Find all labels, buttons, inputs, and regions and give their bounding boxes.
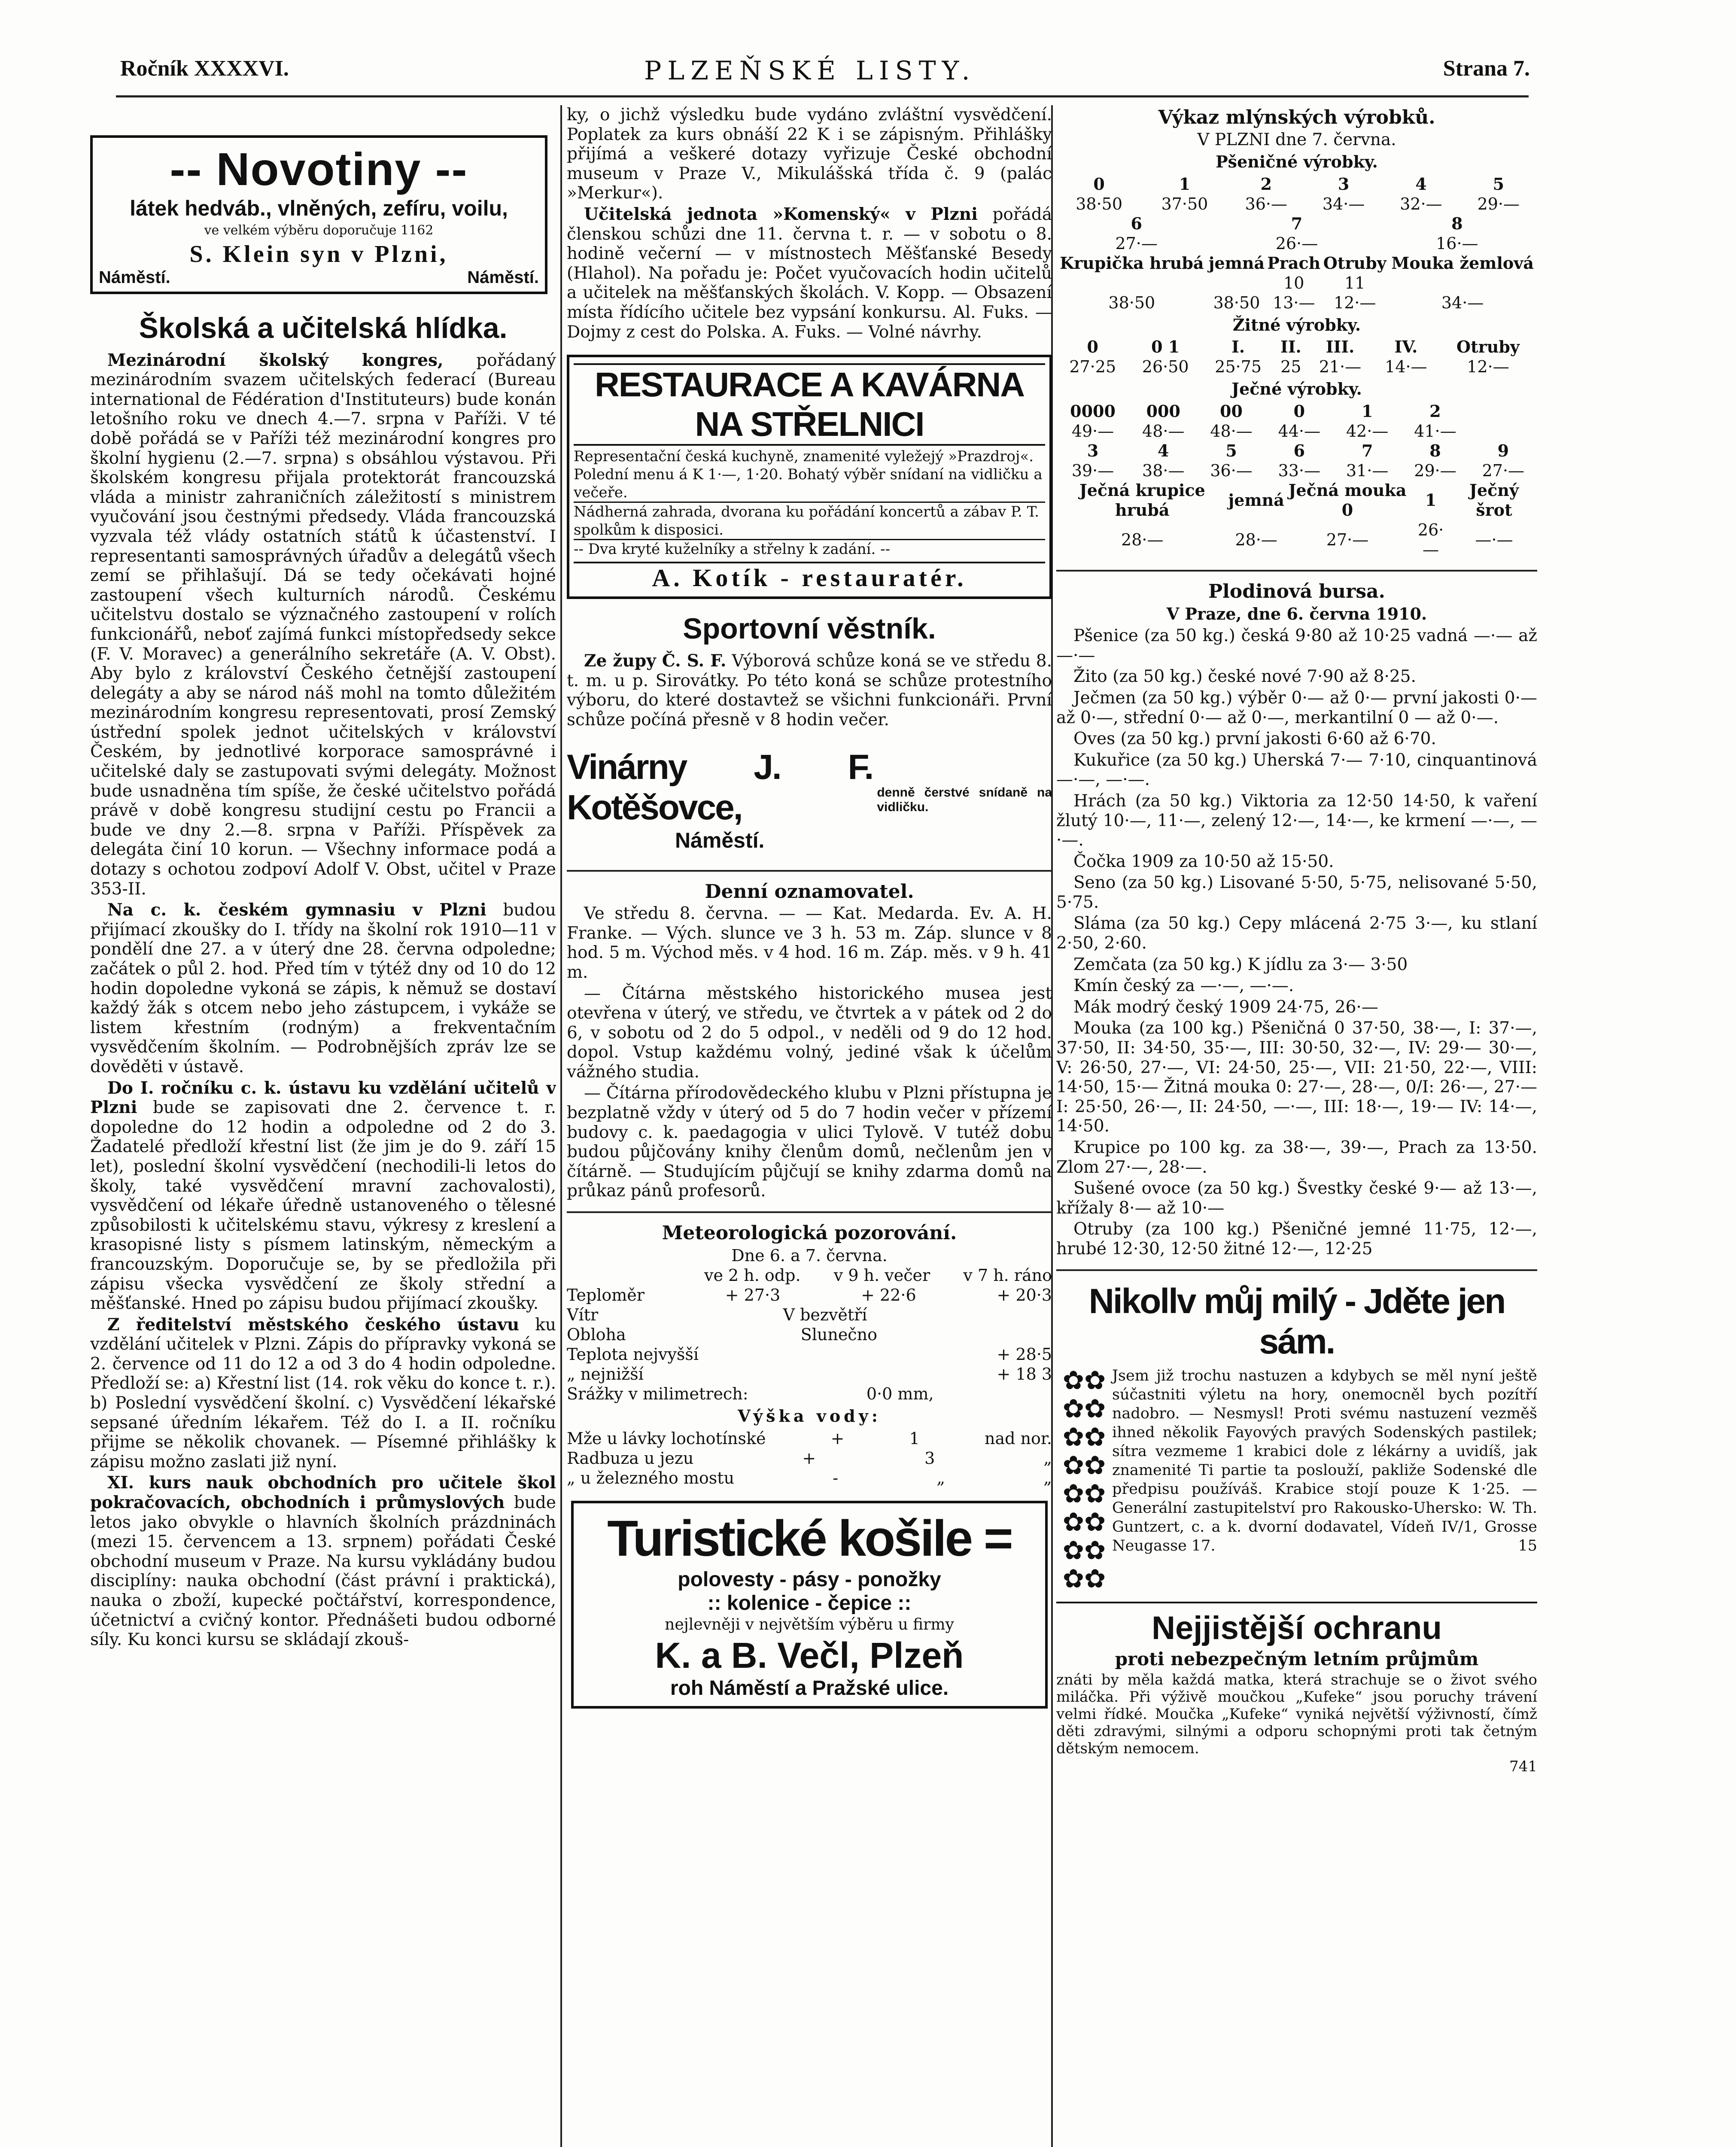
shirts-ad [571,1501,1048,1709]
exchange-item: Kmín český za —·—, —·—. [1073,976,1294,996]
table-cell: 5 [1225,441,1237,460]
table-row [1056,214,1537,234]
table-cell: II. [1280,337,1301,357]
table-cell: Otruby [1323,253,1386,273]
rye-table [1056,337,1537,377]
restaurant-line2: Nádherná zahrada, dvorana ku pořádání koncertů a zábav P. T. spolkům k disposici. [574,502,1045,539]
table-cell: 28·— [1235,530,1277,549]
table-cell: 31·— [1346,461,1389,480]
table-cell: 0 [1093,174,1105,194]
mill-report-title: Výkaz mlýnských výrobků. [1158,106,1435,128]
table-row [1056,441,1537,461]
exchange-item: Žito (za 50 kg.) české nové 7·90 až 8·25. [1073,667,1416,687]
table-cell: 41·— [1414,421,1456,441]
table-cell: Mouka žemlová [1391,253,1534,273]
weather-row: Obloha Slunečno [567,1325,877,1344]
table-cell: 5 [1493,174,1505,194]
separator [1056,1269,1537,1271]
rye-title: Žitné výrobky. [1232,315,1361,335]
table-cell: 12·— [1467,357,1509,377]
table-cell: 42·— [1346,421,1389,441]
novotiny-num: 1162 [401,223,434,238]
table-cell: 2 [1260,174,1272,194]
table-cell: 6 [1131,213,1142,233]
exchange-item: Sušené ovoce (za 50 kg.) Švestky české 9·— až 13·—, křížaly 8·— až 10·— [1056,1179,1537,1218]
table-cell: 38·50 [1108,293,1155,312]
column-divider-1 [560,105,562,2147]
table-cell: 16·— [1436,234,1478,253]
pastilles-ad-title: Nikollv můj milý - Jděte jen sám. [1088,1281,1505,1361]
restaurant-line1: Representační česká kuchyně, znamenité vyležejý »Prazdroj«. Polední menu á K 1·—, 1·20. Bohatý výběr snídaní na vidličku a večeře. [574,448,1043,502]
article-sport: Ze župy Č. S. F. Výborová schůze koná se ve středu 8. t. m. u p. Sirovátky. Po této koná se schůze protestního výboru, do které dostavtež se všichni funkcionáři. První schůze počíná přesně v 8 hodin večer. [567,651,1052,730]
exchange-item: Oves (za 50 kg.) první jakosti 6·60 až 6·70. [1073,729,1436,749]
table-row [1056,401,1537,421]
mill-report-date: V PLZNI dne 7. června. [1197,130,1396,149]
table-cell: 14·— [1385,357,1427,377]
table-cell: 3 [1338,174,1350,194]
weather-row: Vítr V bezvětří [567,1305,867,1324]
water-row: Radbuza u jezu + 3 „ [567,1449,1052,1468]
shirts-title: Turistické košile = [607,1510,1012,1567]
column-1 [90,105,556,2147]
table-cell: jemná [1228,490,1284,510]
table-cell: Otruby [1456,337,1520,357]
weather-row: Teploměr + 27·3 + 22·6 + 20·3 [567,1286,1052,1305]
water-row: „ u železného mostu - „ „ [567,1469,1052,1487]
table-cell: 26·— [1417,520,1444,559]
kufeke-sub: proti nebezpečným letním průjmům [1115,1648,1479,1670]
sport-title: Sportovní věstník. [683,612,936,645]
table-cell: 8 [1451,213,1463,233]
separator [567,870,1052,872]
table-cell: 0000 [1070,401,1116,421]
weather-title: Meteorologická pozorování. [662,1222,957,1244]
table-row [1056,194,1537,214]
table-cell: III. [1326,337,1355,357]
table-cell: 36·— [1210,461,1253,480]
novotiny-line1: látek hedváb., vlněných, zefíru, voilu, [130,196,508,220]
exchange-list [1056,626,1537,1259]
exchange-item: Pšenice (za 50 kg.) česká 9·80 až 10·25 vadná —·— až —·— [1056,626,1537,665]
exchange-item: Zemčata (za 50 kg.) K jídlu za 3·— 3·50 [1073,955,1408,974]
table-row [1056,357,1537,377]
table-cell: jemná [1208,253,1265,273]
article-teacher-institute: Do I. ročníku c. k. ústavu ku vzdělání učitelů v Plzni bude se zapisovati dne 2. července t. r. dopoledne do 12 hodin a odpoledne od 2 do 3. Žadatelé předloží křestní list (že jim je do 9. září 15 let), poslední školní vysvědčení (nechodili-li letos do školy, také vysvědčení mravní zachovalosti), vysvědčení od lékaře úředně ustanoveného o tělesné způsobilosti k učitelskému stavu, výkresy z kreslení a krasopisné listy s písmem latinským, německým a francouzským. Doporučuje se, by se předložila při zápisu všecka vysvědčení ze školy střední a měšťanské. Hned po zápisu budou přijímací zkoušky. [90,1078,556,1314]
table-row [1056,520,1537,560]
table-cell: 29·— [1477,194,1520,213]
table-cell: Ječný šrot [1469,480,1519,520]
exchange-title: Plodinová bursa. [1208,580,1385,602]
novotiny-left: Náměstí. [99,268,170,287]
weather-observations: Meteorologická pozorování. Dne 6. a 7. června. ve 2 h. odp. v 9 h. večer v 7 h. ráno Teploměr + 27·3 + 22·6 + 20·3 Vítr V bezvětří Obloha Slunečno Teplota nejvyšší + 28·5 „ nejnižší + 18 3 Srážky v milimetrech: 0·0 mm, Výška vody: Mže u lávky lochotínské + 1 nad nor. Radbuza u jezu + 3 „ „ u železného mostu - „ „ [567,1222,1052,1487]
shirts-line1: polovesty - pásy - ponožky [678,1568,941,1591]
table-cell: 38·50 [1213,293,1260,312]
pastilles-ad-text: Jsem již trochu nastuzen a kdybych se měl nyní ještě súčastniti výletu na hory, onemocněl bych pozítří nadobro. — Nesmysl! Proti svému nastuzení vezměš ihned několik Fayových pravých Sodenských pastilek; sítra vezmeme 1 krabici dole z lékárny a uvidíš, jak znamenité Ti partie ta poslouží, pakliže Sodenské dle předpisu používáš. Krabice stojí pouze K 1·25. — Generální zastupitelství pro Rakousko-Uhersko: W. Th. Guntzert, c. a k. dvorní dodavatel, Vídeň IV/1, Grosse Neugasse 17. [1112,1367,1537,1554]
pastilles-ad [1056,1366,1537,1593]
exchange-item: Seno (za 50 kg.) Lisované 5·50, 5·75, nelisované 5·50, 5·75. [1056,873,1537,912]
novotiny-line2: ve velkém výběru doporučuje [204,223,397,238]
table-cell: 32·— [1400,194,1442,213]
table-cell [1388,273,1537,293]
table-cell [1207,273,1266,293]
page-header [0,56,1736,90]
table-cell: 49·— [1071,421,1114,441]
exchange-item: Krupice po 100 kg. za 38·—, 39·—, Prach za 13·50. Zlom 27·—, 28·—. [1056,1138,1537,1177]
shirts-line3: nejlevněji v největším výběru u firmy [665,1616,954,1633]
restaurant-ad [567,355,1052,599]
table-row [1056,273,1537,293]
table-cell: 000 [1146,401,1180,421]
volume-label: Ročník XXXXVI. [120,56,289,81]
wine-bar-ad [567,747,1052,853]
barley-table-2 [1056,480,1537,560]
restaurant-title: RESTAURACE A KAVÁRNA NA STŘELNICI [574,363,1045,446]
table-cell: 11 [1344,273,1365,292]
table-cell: 48·— [1142,421,1185,441]
wheat-table-2 [1056,214,1537,253]
kufeke-ad [1056,1602,1537,1777]
table-cell: 1 [1425,490,1437,510]
table-cell: 0 [1293,401,1305,421]
article-business-course: XI. kurs nauk obchodních pro učitele škol pokračovacích, obchodních i průmyslových bude letos jako obvykle o hlavních školních prázdninách (mezi 15. červencem a 13. srpnem) pořádati České obchodní museum v Praze. Na kursu vykládány budou disciplíny: nauka obchodní (část právní i praktická), nauka o zboží, kupecké počtářství, korrespondence, účetnictví a cvičný kontor. Přednášeti budou odborné síly. Ku konci kursu se skládají zkouš- [90,1473,556,1650]
article-course-continued: ky, o jichž výsledku bude vydáno zvláštní vysvědčení. Poplatek za kurs obnáší 22 K i se zápisným. Přihlášky přijímá a veškeré dotazy vyřizuje České obchodní museum v Praze V., Mikulášská třída č. 9 (palác »Merkur«). [567,105,1052,203]
newspaper-title: PLZEŇSKÉ LISTY. [644,56,976,86]
table-cell: 1 [1179,174,1191,194]
weather-row: Teplota nejvyšší + 28·5 [567,1345,1052,1364]
wine-bar-side: denně čerstvé snídaně na vidličku. [877,785,1052,814]
table-row [1056,461,1537,480]
table-cell: 8 [1429,441,1441,460]
table-row [1056,421,1537,441]
wheat-table [1056,174,1537,214]
separator [567,1211,1052,1213]
column-2 [567,105,1052,2147]
table-cell: Prach [1267,253,1321,273]
restaurant-signature: A. Kotík - restauratér. [574,562,1045,592]
table-cell: 26·50 [1142,357,1189,377]
table-cell: 1 [1361,401,1373,421]
daily-notice-3: — Čítárna přírodovědeckého klubu v Plzni přístupna je bezplatně vždy v úterý od 5 do 7 hodin večer v přízemí budovy c. k. paedagogia v ulici Tylově. V tutéž dobu budou půjčovány knihy členům domů, nečlenům jen v čítárně. — Studujícím půjčují se knihy zdarma domů na průkaz pánů profesorů. [567,1083,1052,1201]
exchange-item: Čočka 1909 za 10·50 až 15·50. [1073,852,1334,871]
table-cell: 27·— [1115,234,1158,253]
table-cell: 12·— [1334,293,1376,312]
water-row: Mže u lávky lochotínské + 1 nad nor. [567,1429,1052,1448]
table-cell: 36·— [1245,194,1287,213]
page-number: Strana 7. [1443,56,1530,81]
table-cell: 44·— [1278,421,1321,441]
table-cell: 38·— [1142,461,1185,480]
exchange-date: V Praze, dne 6. června 1910. [1166,604,1427,623]
wheat-table-3 [1056,253,1537,313]
kufeke-title: Nejjistější ochranu [1152,1609,1442,1646]
table-cell: 7 [1291,213,1303,233]
separator [1056,570,1537,572]
table-cell: 0 1 [1151,337,1180,357]
pastilles-ad-num: 15 [1518,1537,1537,1554]
table-cell: 10 [1283,273,1304,292]
weather-row: „ nejnižší + 18 3 [567,1365,1052,1384]
table-row [1056,234,1537,253]
wine-bar-title: Vinárny J. F. Kotěšovce, [567,747,873,827]
daily-notices-title: Denní oznamovatel. [705,880,914,903]
table-row [1056,480,1537,520]
table-cell: 33·— [1278,461,1321,480]
barley-title: Ječné výrobky. [1231,379,1362,399]
weather-row: Srážky v milimetrech: 0·0 mm, [567,1384,934,1403]
exchange-item: Kukuřice (za 50 kg.) Uherská 7·— 7·10, cinquantinová —·—, —·—. [1056,750,1537,790]
table-cell: 39·— [1071,461,1114,480]
table-cell: 28·— [1121,530,1164,549]
table-cell: 21·— [1319,357,1362,377]
daily-notice-1: Ve středu 8. června. — — Kat. Medarda. Ev. A. H. Franke. — Vých. slunce ve 3 h. 53 m. Záp. slunce v 8 hod. 5 m. Východ měs. v 4 hod. 16 m. Záp. měs. v 9 h. 41 m. [567,904,1052,982]
header-rule [116,95,1529,97]
table-cell: 29·— [1414,461,1456,480]
water-title: Výška vody: [738,1406,881,1426]
shirts-line2: :: kolenice - čepice :: [707,1592,912,1615]
table-cell: 13·— [1273,293,1315,312]
restaurant-line3: -- Dva kryté kuželníky a střelny k zadání. -- [574,539,1045,558]
table-cell: 27·25 [1069,357,1116,377]
table-cell: 27·— [1482,461,1525,480]
table-cell: 4 [1158,441,1169,460]
table-cell: 26·— [1275,234,1318,253]
exchange-item: Mouka (za 100 kg.) Pšeničná 0 37·50, 38·—, I: 37·—, 37·50, II: 34·50, 35·—, III: 30·50, 32·—, IV: 29·— 30·—, V: 26·50, 27·—, VI: 24·50, 25·—, VII: 21·50, 22·—, VIII: 14·50, 15·— Žitná mouka 0: 27·—, 28·—, 0/I: 26·—, 27·— I: 25·50, 26·—, II: 24·50, —·—, III: 18·—, 19·— IV: 14·—, 14·50. [1056,1019,1537,1136]
table-row [1056,253,1537,273]
table-cell: 48·— [1210,421,1253,441]
exchange-item: Hrách (za 50 kg.) Viktoria za 12·50 14·50, k vaření žlutý 10·—, 11·—, zelený 12·—, 14·—, ke krmení —·—, —·—. [1056,791,1537,850]
table-cell: —·— [1475,530,1513,549]
article-female-teachers: Z ředitelství městského českého ústavu ku vzdělání učitelek v Plzni. Zápis do přípravky vykoná se 2. července od 11 do 12 a od 3 do 4 hodin odpoledne. Předloží se: a) Křestní list (14. rok věku do konce t. r.). b) Poslední vysvědčení školní. c) Vysvědčení lékařské sepsané úředním lékařem. Též do I. a II. ročníku přijme se několik chovanek. — Písemné přihlášky k zápisu možno zaslati již nyní. [90,1314,556,1472]
table-cell: 37·50 [1161,194,1208,213]
table-cell: 38·50 [1076,194,1123,213]
table-cell: 3 [1087,441,1099,460]
table-row [1056,174,1537,194]
exchange-item: Mák modrý český 1909 24·75, 26·— [1073,997,1378,1017]
table-cell: 27·— [1326,530,1369,549]
table-cell: 25·75 [1215,357,1262,377]
kufeke-text: znáti by měla každá matka, která strachuje se o život svého miláčka. Při výživě moučkou „Kufeke“ jsou poruchy trávení velmi řídké. Moučka „Kufeke“ vyniká největší výživností, čímž děti zdravými, silnými a odporu schopnými proti tak četným dětským nemocem. [1056,1671,1537,1758]
novotiny-ad [90,135,547,294]
article-gymnasium: Na c. k. českém gymnasiu v Plzni budou přijímací zkoušky do I. třídy na školní rok 1910—11 v pondělí dne 27. a v úterý dne 28. června odpoledne; začátek o půl 2. hod. Před tím v týtéž dny od 10 do 12 hodin dopoledne vykoná se zápis, k němuž se dostaví každý žák s otcem nebo jeho zástupcem, i vykáže se listem křestním (rodným) a frekventačním vysvědčením školním. — Podrobnějších zpráv lze se dověděti v ústavě. [90,900,556,1077]
table-row [1056,337,1537,357]
table-cell: Ječná krupice hrubá [1079,480,1205,520]
wheat-title: Pšeničné výrobky. [1216,152,1378,172]
daily-notice-2: — Čítárna městského historického musea jest otevřena v úterý, ve středu, ve čtvrtek a v pátek od 2 do 6, v sobotu od 2 do 5 odpol., v neděli od 9 do 12 hod. dopol. Vstup každému volný, jediné však k účelům vážného studia. [567,984,1052,1082]
table-cell: 0 [1087,337,1098,357]
table-cell: Krupička hrubá [1060,253,1204,273]
column-3 [1056,105,1537,2147]
table-cell: 4 [1415,174,1427,194]
table-cell: 7 [1361,441,1373,460]
wine-bar-sub: Náměstí. [675,828,765,852]
kufeke-num: 741 [1509,1758,1537,1776]
shirts-address: roh Náměstí a Pražské ulice. [670,1676,949,1700]
table-cell: 25 [1280,357,1301,377]
exchange-item: Otruby (za 100 kg.) Pšeničné jemné 11·75, 12·—, hrubé 12·30, 12·50 žitné 12·—, 12·25 [1056,1219,1537,1259]
table-cell: 6 [1293,441,1305,460]
exchange-item: Ječmen (za 50 kg.) výběr 0·— až 0·— první jakosti 0·— až 0·—, střední 0·— až 0·—, merkantilní 0 — až 0·—. [1056,688,1537,727]
table-cell: 2 [1429,401,1441,421]
table-row [1056,293,1537,313]
weather-date: Dne 6. a 7. června. [731,1246,888,1265]
table-cell: I. [1231,337,1245,357]
table-cell [1056,273,1207,293]
article-komensky: Učitelská jednota »Komenský« v Plzni pořádá členskou schůzi dne 11. června t. r. — v sobotu o 8. hodině večerní — v místnostech Měšťanské Besedy (Hlahol). Na pořadu je: Počet vyučovacích hodin učitelů a učitelek na měšťanských školách. V. Kopp. — Obsazení místa řídícího učitele bez vypsání konkursu. Al. Fuks. — Dojmy z cest do Polska. A. Fuks. — Volné návrhy. [567,204,1052,342]
school-section-title: Školská a učitelská hlídka. [139,311,508,344]
table-cell: IV. [1394,337,1418,357]
table-cell: 9 [1497,441,1509,460]
novotiny-right: Náměstí. [467,268,539,287]
table-cell: 34·— [1322,194,1365,213]
flower-icon: ✿✿ ✿✿ ✿✿ ✿✿ ✿✿ ✿✿ ✿✿ ✿✿ [1062,1365,1106,1594]
table-cell: 00 [1220,401,1243,421]
barley-table [1056,401,1537,480]
novotiny-title: -- Novotiny -- [170,143,468,195]
shirts-firm: K. a B. Večl, Plzeň [655,1635,964,1676]
article-congress: Mezinárodní školský kongres, pořádaný mezinárodním svazem učitelských federací (Bureau international de Fédération d'Instituteurs) bude konán letošního roku ve dnech 4.—7. srpna v Paříži. V té době pořádá se v Paříži též mezinárodní kongres pro školní hygienu (2.—7. srpna) s obsáhlou výstavou. Při školském kongresu přijala protektorát francouzská vláda a ministr zahraničních záležitostí s ministrem vyučování jsou čestnými předsedy. Vláda francouzská vyzvala též vlády ostatních států k účastenství. I representanti samosprávných úřadův a delegátů všech zemí se přihlašují. Dá se tedy očekávati hojné zastoupení všech kulturních národů. Českému učitelstvu dostalo se význačného zastoupení v rolích funkcionářů, neboť zajímá funkci místopředsedy sekce (F. V. Moravec) a generálního sekretáře (A. V. Obst). Aby bylo z království Českého četnější zastoupení delegáty a aby se národ náš mohl na tomto důležitém mezinárodním kongresu representovati, prosí Zemský ústřední spolek jednot učitelských v království Českém, by jednotlivé korporace samosprávné i učitelské daly se zastupovati svými delegáty. Možnost bude usnadněna tím spíše, že české učitelstvo pořádá právě v době kongresu studijní cestu po Francii a bude ve dny 2.—8. srpna v Paříži. Příspěvek za delegáta činí 10 korun. — Všechny informace podá a dotazy s ochotou zodpoví Adolf V. Obst, učitel v Praze 353-II. [90,350,556,899]
novotiny-firm: S. Klein syn v Plzni, [189,240,448,268]
exchange-item: Sláma (za 50 kg.) Cepy mlácená 2·75 3·—, ku stlaní 2·50, 2·60. [1056,914,1537,953]
table-cell: Ječná mouka 0 [1288,480,1407,520]
table-cell: 34·— [1441,293,1484,312]
